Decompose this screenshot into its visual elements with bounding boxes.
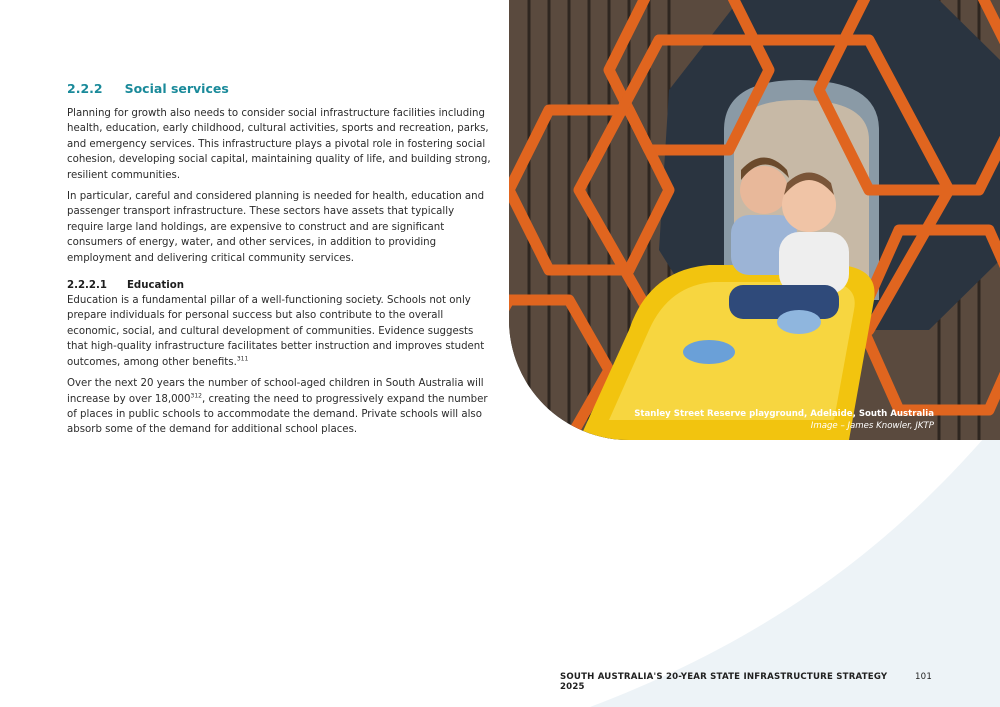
paragraph: Over the next 20 years the number of school-aged children in South Australia will increase by over 18,000$^{312}$, creating the need to progressively expand the number of places in public schools to accommodate the demand. Private schools will also absorb some of the demand for additional school places. bbox=[67, 378, 488, 436]
caption-credit: Image – James Knowler, JKTP bbox=[810, 421, 934, 431]
paragraph: Education is a fundamental pillar of a well-functioning society. Schools not only prepare individuals for personal success but also contribute to the overall economic, social, and cultural development of communities. Evidence suggests that high-quality infrastructure facilitates better instruction and improves student outcomes, among other benefits.$^{311}$ bbox=[67, 295, 485, 368]
subsection-number: 2.2.2.1 bbox=[67, 280, 107, 292]
playground-illustration bbox=[509, 0, 1000, 440]
subsection-heading bbox=[67, 280, 491, 291]
page-number: 101 bbox=[914, 672, 932, 682]
playground-photo bbox=[509, 0, 1000, 440]
footnote-ref: 312 bbox=[190, 392, 202, 400]
paragraph: Planning for growth also needs to consider social infrastructure facilities including health, education, early childhood, cultural activities, sports and recreation, parks, and emergency services. This infrastructure plays a pivotal role in fostering social cohesion, developing social capital, maintaining quality of life, and building strong, resilient communities. bbox=[67, 108, 491, 181]
subsection-title: Education bbox=[126, 280, 184, 292]
section-title: Social services bbox=[124, 81, 229, 96]
text-column bbox=[67, 81, 491, 444]
footer-document-title: SOUTH AUSTRALIA'S 20-YEAR STATE INFRASTRUCTURE STRATEGY 2025 bbox=[560, 672, 888, 692]
footnote-ref: 311 bbox=[236, 355, 249, 363]
photo-caption bbox=[634, 408, 934, 432]
section-heading bbox=[67, 81, 491, 96]
paragraph: In particular, careful and considered planning is needed for health, education and passenger transport infrastructure. These sectors have assets that typically require large land holdings, are expensive to construct and are significant consumers of energy, water, and other services, in addition to providing employment and delivering critical community services. bbox=[67, 191, 485, 264]
page-footer bbox=[560, 672, 932, 692]
section-number: 2.2.2 bbox=[67, 81, 103, 96]
caption-title: Stanley Street Reserve playground, Adelaide, South Australia bbox=[634, 409, 934, 419]
